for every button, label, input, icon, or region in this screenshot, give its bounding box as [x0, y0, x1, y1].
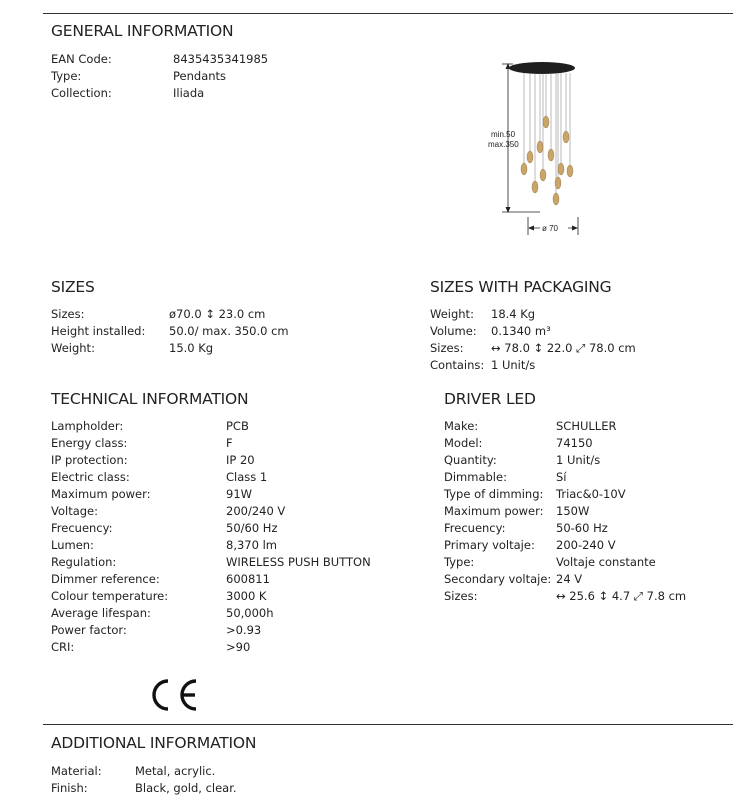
technical-label: Dimmer reference: [51, 572, 160, 586]
driver-led-heading: DRIVER LED [444, 390, 536, 408]
ceiling-canopy [509, 62, 575, 74]
driver-value: 24 V [556, 572, 583, 586]
sizes-label: Weight: [51, 341, 95, 355]
driver-value: 50-60 Hz [556, 521, 608, 535]
technical-value: 600811 [226, 572, 270, 586]
driver-value: 150W [556, 504, 590, 518]
driver-label: Maximum power: [444, 504, 544, 518]
general-information-heading: GENERAL INFORMATION [51, 22, 234, 40]
technical-value: IP 20 [226, 453, 255, 467]
packaging-value: 18.4 Kg [491, 307, 536, 321]
pendant-lamps [521, 116, 573, 205]
technical-label: Lumen: [51, 538, 94, 552]
driver-label: Primary voltaje: [444, 538, 535, 552]
height-label-max: max.350 [488, 140, 519, 149]
technical-value: >90 [226, 640, 251, 654]
technical-label: Power factor: [51, 623, 127, 637]
driver-label: Model: [444, 436, 483, 450]
driver-label: Make: [444, 419, 479, 433]
technical-information-heading: TECHNICAL INFORMATION [51, 390, 249, 408]
packaging-label: Weight: [430, 307, 474, 321]
additional-information-heading: ADDITIONAL INFORMATION [51, 734, 257, 752]
ce-mark [150, 677, 200, 717]
product-dimension-drawing [480, 55, 600, 240]
additional-label: Material: [51, 764, 102, 778]
general-value: Pendants [173, 69, 227, 83]
technical-label: CRI: [51, 640, 75, 654]
driver-label: Frecuency: [444, 521, 506, 535]
technical-label: Energy class: [51, 436, 128, 450]
packaging-value: ↔ 78.0 ↕ 22.0 ⤢ 78.0 cm [491, 341, 636, 355]
technical-label: Frecuency: [51, 521, 113, 535]
height-label-min: min.50 [491, 130, 516, 139]
additional-value: Black, gold, clear. [135, 781, 237, 795]
technical-label: Voltage: [51, 504, 99, 518]
technical-value: F [226, 436, 233, 450]
technical-value: 8,370 lm [226, 538, 277, 552]
packaging-value: 0.1340 m³ [491, 324, 551, 338]
sizes-label: Sizes: [51, 307, 85, 321]
width-label: ø 70 [542, 224, 559, 233]
packaging-value: 1 Unit/s [491, 358, 536, 372]
technical-value: >0.93 [226, 623, 262, 637]
technical-label: Electric class: [51, 470, 130, 484]
bottom-divider [43, 724, 733, 725]
technical-value: 3000 K [226, 589, 267, 603]
sizes-value: ø70.0 ↕ 23.0 cm [169, 307, 266, 321]
driver-value: SCHULLER [556, 419, 617, 433]
technical-label: IP protection: [51, 453, 128, 467]
driver-value: 1 Unit/s [556, 453, 601, 467]
general-label: Collection: [51, 86, 112, 100]
general-value: 8435435341985 [173, 52, 269, 66]
driver-value: Sí [556, 470, 567, 484]
packaging-label: Contains: [430, 358, 485, 372]
packaging-heading: SIZES WITH PACKAGING [430, 278, 612, 296]
technical-value: 91W [226, 487, 253, 501]
driver-label: Quantity: [444, 453, 497, 467]
technical-value: Class 1 [226, 470, 268, 484]
driver-label: Dimmable: [444, 470, 507, 484]
driver-value: ↔ 25.6 ↕ 4.7 ⤢ 7.8 cm [556, 589, 687, 603]
general-label: Type: [51, 69, 82, 83]
additional-value: Metal, acrylic. [135, 764, 216, 778]
technical-value: WIRELESS PUSH BUTTON [226, 555, 371, 569]
driver-value: 200-240 V [556, 538, 616, 552]
sizes-value: 50.0/ max. 350.0 cm [169, 324, 289, 338]
driver-label: Type: [444, 555, 475, 569]
technical-label: Maximum power: [51, 487, 151, 501]
general-value: Iliada [173, 86, 205, 100]
driver-value: Voltaje constante [556, 555, 656, 569]
sizes-label: Height installed: [51, 324, 146, 338]
technical-label: Average lifespan: [51, 606, 151, 620]
driver-label: Type of dimming: [444, 487, 544, 501]
driver-label: Secondary voltaje: [444, 572, 552, 586]
driver-value: 74150 [556, 436, 593, 450]
technical-value: 200/240 V [226, 504, 286, 518]
general-label: EAN Code: [51, 52, 112, 66]
driver-label: Sizes: [444, 589, 478, 603]
packaging-label: Sizes: [430, 341, 464, 355]
technical-label: Colour temperature: [51, 589, 169, 603]
driver-value: Triac&0-10V [556, 487, 626, 501]
sizes-value: 15.0 Kg [169, 341, 214, 355]
technical-label: Lampholder: [51, 419, 124, 433]
technical-label: Regulation: [51, 555, 117, 569]
top-divider [43, 13, 733, 14]
packaging-label: Volume: [430, 324, 477, 338]
technical-value: 50,000h [226, 606, 274, 620]
technical-value: 50/60 Hz [226, 521, 278, 535]
technical-value: PCB [226, 419, 249, 433]
additional-label: Finish: [51, 781, 88, 795]
sizes-heading: SIZES [51, 278, 95, 296]
